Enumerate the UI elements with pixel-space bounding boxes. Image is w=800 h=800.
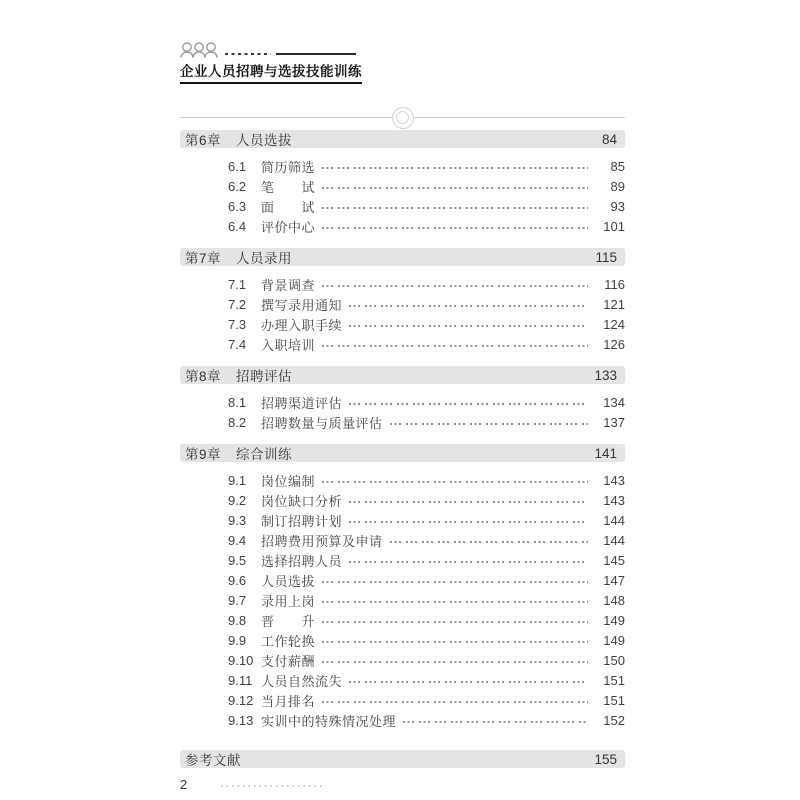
- backmatter-heading-bar: [180, 750, 625, 768]
- dot-leader: [322, 661, 588, 663]
- entry-number: 7.4: [228, 336, 247, 352]
- entry-page-number: 151: [603, 692, 625, 708]
- toc-entry: [180, 196, 625, 216]
- entry-title: 招聘数量与质量评估: [261, 415, 383, 431]
- page-content: [180, 0, 625, 792]
- brand-header: [180, 42, 625, 84]
- entry-page-number: 143: [603, 492, 625, 508]
- dot-leader: [322, 167, 588, 169]
- entry-page-number: 149: [603, 632, 625, 648]
- toc-entry: [180, 650, 625, 670]
- entry-page-number: 150: [603, 652, 625, 668]
- toc-entry: [180, 710, 625, 730]
- toc-entry: [180, 530, 625, 550]
- toc-entry: [180, 590, 625, 610]
- entry-page-number: 144: [603, 512, 625, 528]
- chapter-page-number: 141: [594, 445, 617, 461]
- entry-title: 岗位编制: [261, 473, 316, 489]
- entry-title: 录用上岗: [261, 593, 316, 609]
- dot-leader: [322, 207, 588, 209]
- chapter-entries: [180, 392, 625, 432]
- entry-number: 6.1: [228, 158, 247, 174]
- chapter-page-number: 84: [601, 131, 617, 147]
- entry-number: 9.1: [228, 472, 247, 488]
- people-group-icon: [180, 42, 218, 58]
- footer-dotted-line: [221, 785, 326, 787]
- toc-entry: [180, 550, 625, 570]
- toc-entry: [180, 274, 625, 294]
- toc-entry: [180, 690, 625, 710]
- chapter-title: 人员选拔: [236, 133, 293, 148]
- chapter-title: 人员录用: [236, 251, 293, 266]
- chapter-heading-bar: [180, 248, 625, 266]
- entry-title: 评价中心: [261, 219, 316, 235]
- dot-leader: [322, 641, 588, 643]
- chapter-heading-bar: [180, 444, 625, 462]
- divider-circle-inner: [396, 111, 409, 124]
- backmatter-title: 参考文献: [185, 753, 241, 768]
- toc-chapter: [180, 248, 625, 354]
- dot-leader: [322, 601, 588, 603]
- entry-page-number: 151: [603, 672, 625, 688]
- dot-leader: [349, 561, 588, 563]
- toc-entry: [180, 610, 625, 630]
- entry-page-number: 126: [603, 336, 625, 352]
- entry-number: 7.2: [228, 296, 247, 312]
- section-divider: [180, 117, 625, 118]
- folio-page-number: 2: [180, 777, 188, 792]
- page-footer: [180, 777, 625, 792]
- toc-entry: [180, 334, 625, 354]
- toc-chapter: [180, 130, 625, 236]
- entry-number: 9.7: [228, 592, 247, 608]
- dot-leader: [349, 325, 588, 327]
- chapter-number: 第7章: [185, 251, 222, 266]
- entry-title: 晋 升: [261, 613, 316, 629]
- entry-page-number: 93: [610, 198, 625, 214]
- dot-leader: [349, 681, 588, 683]
- entry-page-number: 121: [603, 296, 625, 312]
- toc-entry: [180, 412, 625, 432]
- dot-leader: [349, 305, 588, 307]
- entry-number: 9.3: [228, 512, 247, 528]
- toc-entry: [180, 490, 625, 510]
- book-title: 企业人员招聘与选拔技能训练: [180, 60, 362, 84]
- toc-entry: [180, 176, 625, 196]
- dot-leader: [322, 701, 588, 703]
- entry-number: 8.2: [228, 414, 247, 430]
- dot-leader: [322, 187, 588, 189]
- toc-entry: [180, 510, 625, 530]
- entry-number: 9.4: [228, 532, 247, 548]
- chapter-heading-bar: [180, 366, 625, 384]
- entry-page-number: 143: [603, 472, 625, 488]
- toc-entry: [180, 156, 625, 176]
- entry-page-number: 85: [610, 158, 625, 174]
- entry-number: 9.8: [228, 612, 247, 628]
- entry-page-number: 137: [603, 414, 625, 430]
- dot-leader: [349, 501, 588, 503]
- entry-number: 7.1: [228, 276, 247, 292]
- dot-leader: [322, 621, 588, 623]
- entry-number: 6.4: [228, 218, 247, 234]
- chapter-title: 综合训练: [236, 447, 293, 462]
- dot-leader: [349, 521, 588, 523]
- entry-page-number: 89: [610, 178, 625, 194]
- entry-number: 9.10: [228, 652, 254, 668]
- entry-title: 办理入职手续: [261, 317, 343, 333]
- entry-title: 制订招聘计划: [261, 513, 343, 529]
- chapter-title: 招聘评估: [236, 369, 293, 384]
- chapter-heading-bar: [180, 130, 625, 148]
- chapter-entries: [180, 470, 625, 730]
- entry-title: 笔 试: [261, 179, 316, 195]
- entry-number: 9.5: [228, 552, 247, 568]
- dot-leader: [390, 423, 588, 425]
- chapter-entries: [180, 274, 625, 354]
- toc-entry: [180, 392, 625, 412]
- entry-title: 支付薪酬: [261, 653, 316, 669]
- toc-entry: [180, 294, 625, 314]
- entry-number: 9.11: [228, 672, 253, 688]
- entry-title: 招聘费用预算及申请: [261, 533, 383, 549]
- dot-leader: [322, 227, 588, 229]
- solid-rule: [276, 53, 356, 55]
- toc-entry: [180, 570, 625, 590]
- dot-leader: [322, 285, 588, 287]
- toc-list: [180, 130, 625, 730]
- entry-title: 选择招聘人员: [261, 553, 343, 569]
- entry-number: 9.9: [228, 632, 247, 648]
- entry-page-number: 147: [603, 572, 625, 588]
- dot-leader: [390, 541, 588, 543]
- backmatter-page-number: 155: [594, 751, 617, 767]
- entry-page-number: 152: [603, 712, 625, 728]
- dot-leader: [322, 481, 588, 483]
- dot-leader: [322, 345, 588, 347]
- entry-page-number: 148: [603, 592, 625, 608]
- entry-number: 9.12: [228, 692, 254, 708]
- entry-page-number: 134: [603, 394, 625, 410]
- entry-number: 8.1: [228, 394, 247, 410]
- chapter-page-number: 133: [594, 367, 617, 383]
- entry-title: 面 试: [261, 199, 316, 215]
- entry-title: 招聘渠道评估: [261, 395, 343, 411]
- toc-chapter: [180, 366, 625, 432]
- entry-page-number: 149: [603, 612, 625, 628]
- toc-entry: [180, 314, 625, 334]
- dot-leader: [403, 721, 588, 723]
- toc-entry: [180, 216, 625, 236]
- entry-page-number: 124: [603, 316, 625, 332]
- chapter-number: 第9章: [185, 447, 222, 462]
- entry-page-number: 144: [603, 532, 625, 548]
- chapter-entries: [180, 156, 625, 236]
- dot-leader: [322, 581, 588, 583]
- entry-number: 9.13: [228, 712, 254, 728]
- entry-title: 简历筛选: [261, 159, 316, 175]
- divider-circle-ornament: [392, 107, 414, 129]
- chapter-number: 第6章: [185, 133, 222, 148]
- toc-entry: [180, 630, 625, 650]
- entry-number: 6.2: [228, 178, 247, 194]
- entry-page-number: 116: [604, 276, 625, 292]
- entry-title: 入职培训: [261, 337, 316, 353]
- chapter-page-number: 115: [595, 249, 617, 265]
- entry-title: 人员选拔: [261, 573, 316, 589]
- entry-title: 撰写录用通知: [261, 297, 343, 313]
- entry-title: 背景调查: [261, 277, 316, 293]
- toc-chapter: [180, 444, 625, 730]
- entry-page-number: 145: [603, 552, 625, 568]
- entry-number: 9.6: [228, 572, 247, 588]
- entry-number: 9.2: [228, 492, 247, 508]
- brand-ornament-row: [180, 42, 625, 58]
- dotted-rule: [225, 53, 271, 55]
- entry-page-number: 101: [603, 218, 625, 234]
- entry-title: 实训中的特殊情况处理: [261, 713, 397, 729]
- entry-title: 工作轮换: [261, 633, 316, 649]
- entry-title: 人员自然流失: [261, 673, 343, 689]
- entry-title: 岗位缺口分析: [261, 493, 343, 509]
- entry-title: 当月排名: [261, 693, 316, 709]
- chapter-number: 第8章: [185, 369, 222, 384]
- entry-number: 7.3: [228, 316, 247, 332]
- dot-leader: [349, 403, 588, 405]
- entry-number: 6.3: [228, 198, 247, 214]
- toc-entry: [180, 670, 625, 690]
- toc-entry: [180, 470, 625, 490]
